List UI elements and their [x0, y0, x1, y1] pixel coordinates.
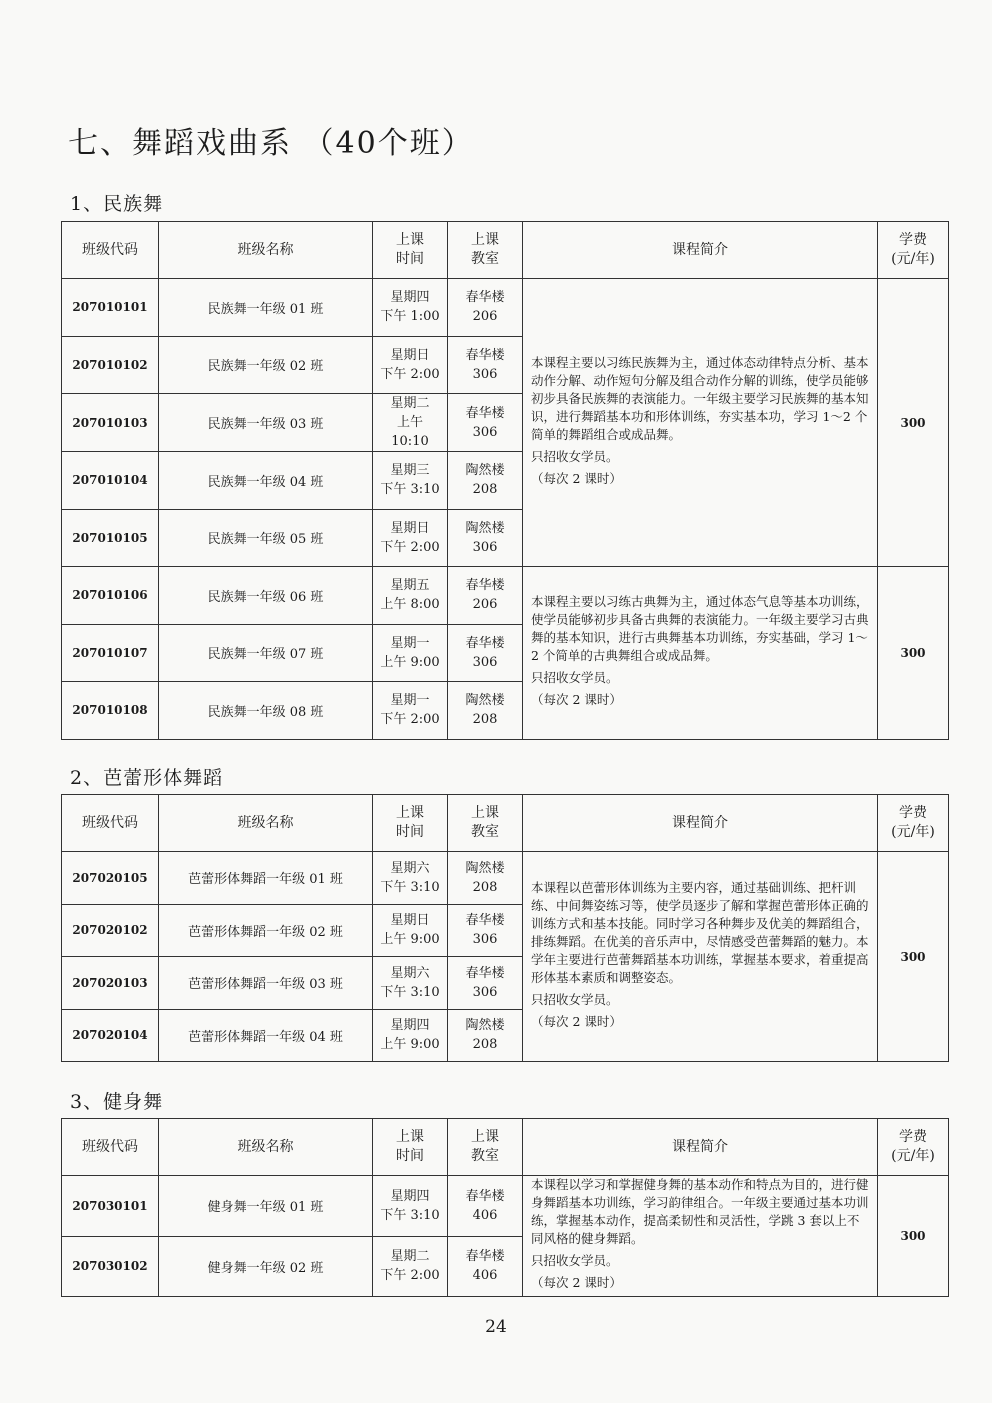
class-hour: 下午 2:00 — [380, 366, 440, 382]
class-time — [373, 682, 448, 740]
header-class-time-line-1: 上课 — [396, 805, 424, 821]
enrollment-note: 只招收女学员。 — [531, 1253, 619, 1268]
header-tuition — [878, 1119, 949, 1176]
class-hour: 下午 3:10 — [380, 879, 440, 895]
class-hours-note: （每次 2 课时） — [531, 1013, 622, 1029]
header-class-time-line-2: 时间 — [396, 824, 424, 840]
class-time — [373, 1176, 448, 1237]
classroom — [448, 336, 523, 394]
header-class-time-line-1: 上课 — [396, 1129, 424, 1145]
course-intro-text: 本课程主要以习练民族舞为主，通过体态动律特点分析、基本动作分解、动作短句分解及组合动作分解的训练，使学员能够初步具备民族舞的表演能力。一年级主要学习民族舞的基本知识，进行舞蹈基本功和形体训练，夯实基本功，学习 1～2 个简单的舞蹈组合或成品舞。 — [531, 354, 869, 442]
classroom-number: 208 — [472, 879, 498, 895]
header-class-time-line-2: 时间 — [396, 1148, 424, 1164]
classroom — [448, 279, 523, 337]
class-code: 207010102 — [62, 336, 159, 394]
header-tuition — [878, 222, 949, 279]
classroom — [448, 1009, 523, 1062]
class-day: 星期二 — [390, 1249, 430, 1265]
section-title-ballet: 2、芭蕾形体舞蹈 — [70, 767, 224, 789]
header-course-intro: 课程简介 — [523, 795, 878, 852]
classroom-building: 春华楼 — [465, 965, 505, 981]
course-intro-text: 本课程以芭蕾形体训练为主要内容，通过基础训练、把杆训练、中间舞姿练习等，使学员逐步了解和掌握芭蕾形体正确的训练方式和基本技能。同时学习各种舞步及优美的舞蹈组合，排练舞蹈。在优美的音乐声中，尽情感受芭蕾舞蹈的魅力。本学年主要进行芭蕾舞蹈基本功训练，掌握基本要求，着重提高形体基本素质和调整姿态。 — [531, 879, 869, 985]
class-time — [373, 336, 448, 394]
header-classroom — [448, 222, 523, 279]
header-row — [62, 1119, 949, 1176]
class-name: 民族舞一年级 02 班 — [159, 336, 373, 394]
header-course-intro: 课程简介 — [523, 1119, 878, 1176]
header-tuition-line-2: (元/年) — [891, 1148, 935, 1164]
header-row — [62, 222, 949, 279]
page-number: 24 — [485, 1317, 507, 1337]
class-name: 健身舞一年级 01 班 — [159, 1176, 373, 1237]
header-tuition-line-1: 学费 — [899, 805, 927, 821]
header-class-time-line-2: 时间 — [396, 251, 424, 267]
class-hours-note: （每次 2 课时） — [531, 691, 622, 707]
classroom-building: 春华楼 — [465, 405, 505, 421]
class-time — [373, 904, 448, 957]
tuition-fee: 300 — [878, 567, 949, 740]
class-code: 207010107 — [62, 624, 159, 682]
class-name: 民族舞一年级 07 班 — [159, 624, 373, 682]
class-name: 民族舞一年级 08 班 — [159, 682, 373, 740]
classroom-building: 陶然楼 — [465, 520, 505, 536]
header-classroom-line-1: 上课 — [471, 1129, 499, 1145]
class-code: 207020104 — [62, 1009, 159, 1062]
class-time — [373, 1236, 448, 1297]
table-folk-dance — [61, 221, 949, 740]
classroom-number: 208 — [472, 1037, 498, 1053]
classroom — [448, 904, 523, 957]
classroom-number: 306 — [472, 424, 498, 440]
classroom-building: 陶然楼 — [465, 860, 505, 876]
class-day: 星期六 — [390, 965, 430, 981]
class-name: 芭蕾形体舞蹈一年级 04 班 — [159, 1009, 373, 1062]
table-ballet — [61, 794, 949, 1062]
class-code: 207020102 — [62, 904, 159, 957]
class-time — [373, 394, 448, 452]
class-day: 星期日 — [390, 913, 430, 929]
header-tuition-line-1: 学费 — [899, 1129, 927, 1145]
class-code: 207010105 — [62, 509, 159, 567]
class-hour: 上午 9:00 — [380, 1037, 440, 1053]
tuition-fee: 300 — [878, 1176, 949, 1297]
class-code: 207020105 — [62, 852, 159, 905]
header-class-name: 班级名称 — [159, 1119, 373, 1176]
class-code: 207010101 — [62, 279, 159, 337]
classroom-building: 春华楼 — [465, 635, 505, 651]
class-time — [373, 452, 448, 510]
classroom-number: 208 — [472, 482, 498, 498]
header-classroom — [448, 795, 523, 852]
header-class-name: 班级名称 — [159, 222, 373, 279]
classroom-number: 306 — [472, 366, 498, 382]
table-fitness-dance — [61, 1118, 949, 1297]
header-classroom-line-2: 教室 — [471, 1148, 499, 1164]
class-time — [373, 279, 448, 337]
course-intro-text: 本课程主要以习练古典舞为主，通过体态气息等基本功训练，使学员能够初步具备古典舞的表演能力。一年级主要学习古典舞的基本知识，进行古典舞基本功训练，夯实基础，学习 1～2 个简单的古典舞组合或成品舞。 — [531, 593, 869, 663]
class-hour: 下午 3:10 — [380, 482, 440, 498]
class-name: 健身舞一年级 02 班 — [159, 1236, 373, 1297]
header-course-intro: 课程简介 — [523, 222, 878, 279]
class-hour: 下午 1:00 — [380, 309, 440, 325]
class-time — [373, 567, 448, 625]
class-name: 芭蕾形体舞蹈一年级 01 班 — [159, 852, 373, 905]
course-intro — [523, 1176, 878, 1297]
classroom — [448, 682, 523, 740]
section-title-fitness-dance: 3、健身舞 — [70, 1091, 164, 1113]
class-day: 星期三 — [390, 463, 430, 479]
classroom-number: 306 — [472, 932, 498, 948]
class-day: 星期日 — [390, 520, 430, 536]
header-class-time — [373, 222, 448, 279]
class-time — [373, 509, 448, 567]
enrollment-note: 只招收女学员。 — [531, 991, 619, 1007]
class-name: 民族舞一年级 05 班 — [159, 509, 373, 567]
classroom — [448, 567, 523, 625]
class-name: 芭蕾形体舞蹈一年级 02 班 — [159, 904, 373, 957]
course-intro — [523, 852, 878, 1062]
header-classroom-line-2: 教室 — [471, 251, 499, 267]
class-code: 207010106 — [62, 567, 159, 625]
class-hour: 下午 2:00 — [380, 1268, 440, 1284]
classroom-number: 208 — [472, 712, 498, 728]
class-hour: 上午 9:00 — [380, 654, 440, 670]
class-hours-note: （每次 2 课时） — [531, 1275, 622, 1290]
class-day: 星期四 — [390, 1018, 430, 1034]
class-day: 星期四 — [390, 290, 430, 306]
classroom-number: 306 — [472, 654, 498, 670]
header-tuition-line-2: (元/年) — [891, 251, 935, 267]
tuition-fee: 300 — [878, 852, 949, 1062]
course-intro — [523, 567, 878, 740]
table-row — [62, 279, 949, 337]
classroom-building: 春华楼 — [465, 1188, 505, 1204]
course-intro — [523, 279, 878, 567]
page-title: 七、舞蹈戏曲系 （40个班） — [68, 126, 474, 161]
class-time — [373, 1009, 448, 1062]
class-day: 星期一 — [390, 635, 430, 651]
class-day: 星期一 — [390, 693, 430, 709]
classroom — [448, 394, 523, 452]
class-name: 民族舞一年级 03 班 — [159, 394, 373, 452]
header-class-code: 班级代码 — [62, 795, 159, 852]
classroom-number: 406 — [472, 1207, 498, 1223]
classroom — [448, 452, 523, 510]
header-classroom — [448, 1119, 523, 1176]
class-time — [373, 957, 448, 1010]
classroom — [448, 624, 523, 682]
class-code: 207030102 — [62, 1236, 159, 1297]
class-hour: 下午 2:00 — [380, 539, 440, 555]
classroom — [448, 957, 523, 1010]
classroom-building: 陶然楼 — [465, 463, 505, 479]
class-hour: 上午 10:10 — [391, 415, 429, 449]
classroom-building: 陶然楼 — [465, 1018, 505, 1034]
class-hour: 下午 3:10 — [380, 984, 440, 1000]
classroom-building: 春华楼 — [465, 1249, 505, 1265]
header-tuition-line-1: 学费 — [899, 232, 927, 248]
class-time — [373, 624, 448, 682]
classroom-number: 306 — [472, 539, 498, 555]
classroom — [448, 1176, 523, 1237]
header-class-time-line-1: 上课 — [396, 232, 424, 248]
class-code: 207020103 — [62, 957, 159, 1010]
tuition-fee: 300 — [878, 279, 949, 567]
header-tuition — [878, 795, 949, 852]
classroom-building: 陶然楼 — [465, 693, 505, 709]
classroom-number: 206 — [472, 309, 498, 325]
class-hour: 下午 3:10 — [380, 1207, 440, 1223]
classroom-building: 春华楼 — [465, 290, 505, 306]
classroom-building: 春华楼 — [465, 578, 505, 594]
classroom-number: 306 — [472, 984, 498, 1000]
class-code: 207010108 — [62, 682, 159, 740]
classroom — [448, 852, 523, 905]
table-row — [62, 1176, 949, 1237]
header-class-code: 班级代码 — [62, 222, 159, 279]
class-day: 星期四 — [390, 1188, 430, 1204]
classroom-building: 春华楼 — [465, 347, 505, 363]
class-day: 星期六 — [390, 860, 430, 876]
class-hour: 上午 9:00 — [380, 932, 440, 948]
header-class-time — [373, 795, 448, 852]
header-class-code: 班级代码 — [62, 1119, 159, 1176]
class-name: 民族舞一年级 01 班 — [159, 279, 373, 337]
class-day: 星期二 — [390, 396, 430, 411]
section-title-folk-dance: 1、民族舞 — [70, 193, 164, 215]
class-name: 民族舞一年级 06 班 — [159, 567, 373, 625]
class-code: 207010103 — [62, 394, 159, 452]
class-day: 星期五 — [390, 578, 430, 594]
header-row — [62, 795, 949, 852]
header-classroom-line-2: 教室 — [471, 824, 499, 840]
header-classroom-line-1: 上课 — [471, 805, 499, 821]
header-class-time — [373, 1119, 448, 1176]
classroom-number: 206 — [472, 597, 498, 613]
classroom — [448, 1236, 523, 1297]
class-code: 207010104 — [62, 452, 159, 510]
class-name: 民族舞一年级 04 班 — [159, 452, 373, 510]
class-time — [373, 852, 448, 905]
class-hour: 下午 2:00 — [380, 712, 440, 728]
course-intro-text: 本课程以学习和掌握健身舞的基本动作和特点为目的，进行健身舞蹈基本功训练，学习韵律组合。一年级主要通过基本功训练，掌握基本动作，提高柔韧性和灵活性，学跳 3 套以上不同风格的健身舞蹈。 — [531, 1177, 869, 1246]
classroom-building: 春华楼 — [465, 913, 505, 929]
table-row — [62, 567, 949, 625]
class-day: 星期日 — [390, 347, 430, 363]
header-tuition-line-2: (元/年) — [891, 824, 935, 840]
class-hour: 上午 8:00 — [380, 597, 440, 613]
header-classroom-line-1: 上课 — [471, 232, 499, 248]
table-row — [62, 852, 949, 905]
class-name: 芭蕾形体舞蹈一年级 03 班 — [159, 957, 373, 1010]
class-hours-note: （每次 2 课时） — [531, 470, 622, 486]
classroom-number: 406 — [472, 1268, 498, 1284]
header-class-name: 班级名称 — [159, 795, 373, 852]
classroom — [448, 509, 523, 567]
class-code: 207030101 — [62, 1176, 159, 1237]
enrollment-note: 只招收女学员。 — [531, 669, 619, 685]
enrollment-note: 只招收女学员。 — [531, 448, 619, 464]
